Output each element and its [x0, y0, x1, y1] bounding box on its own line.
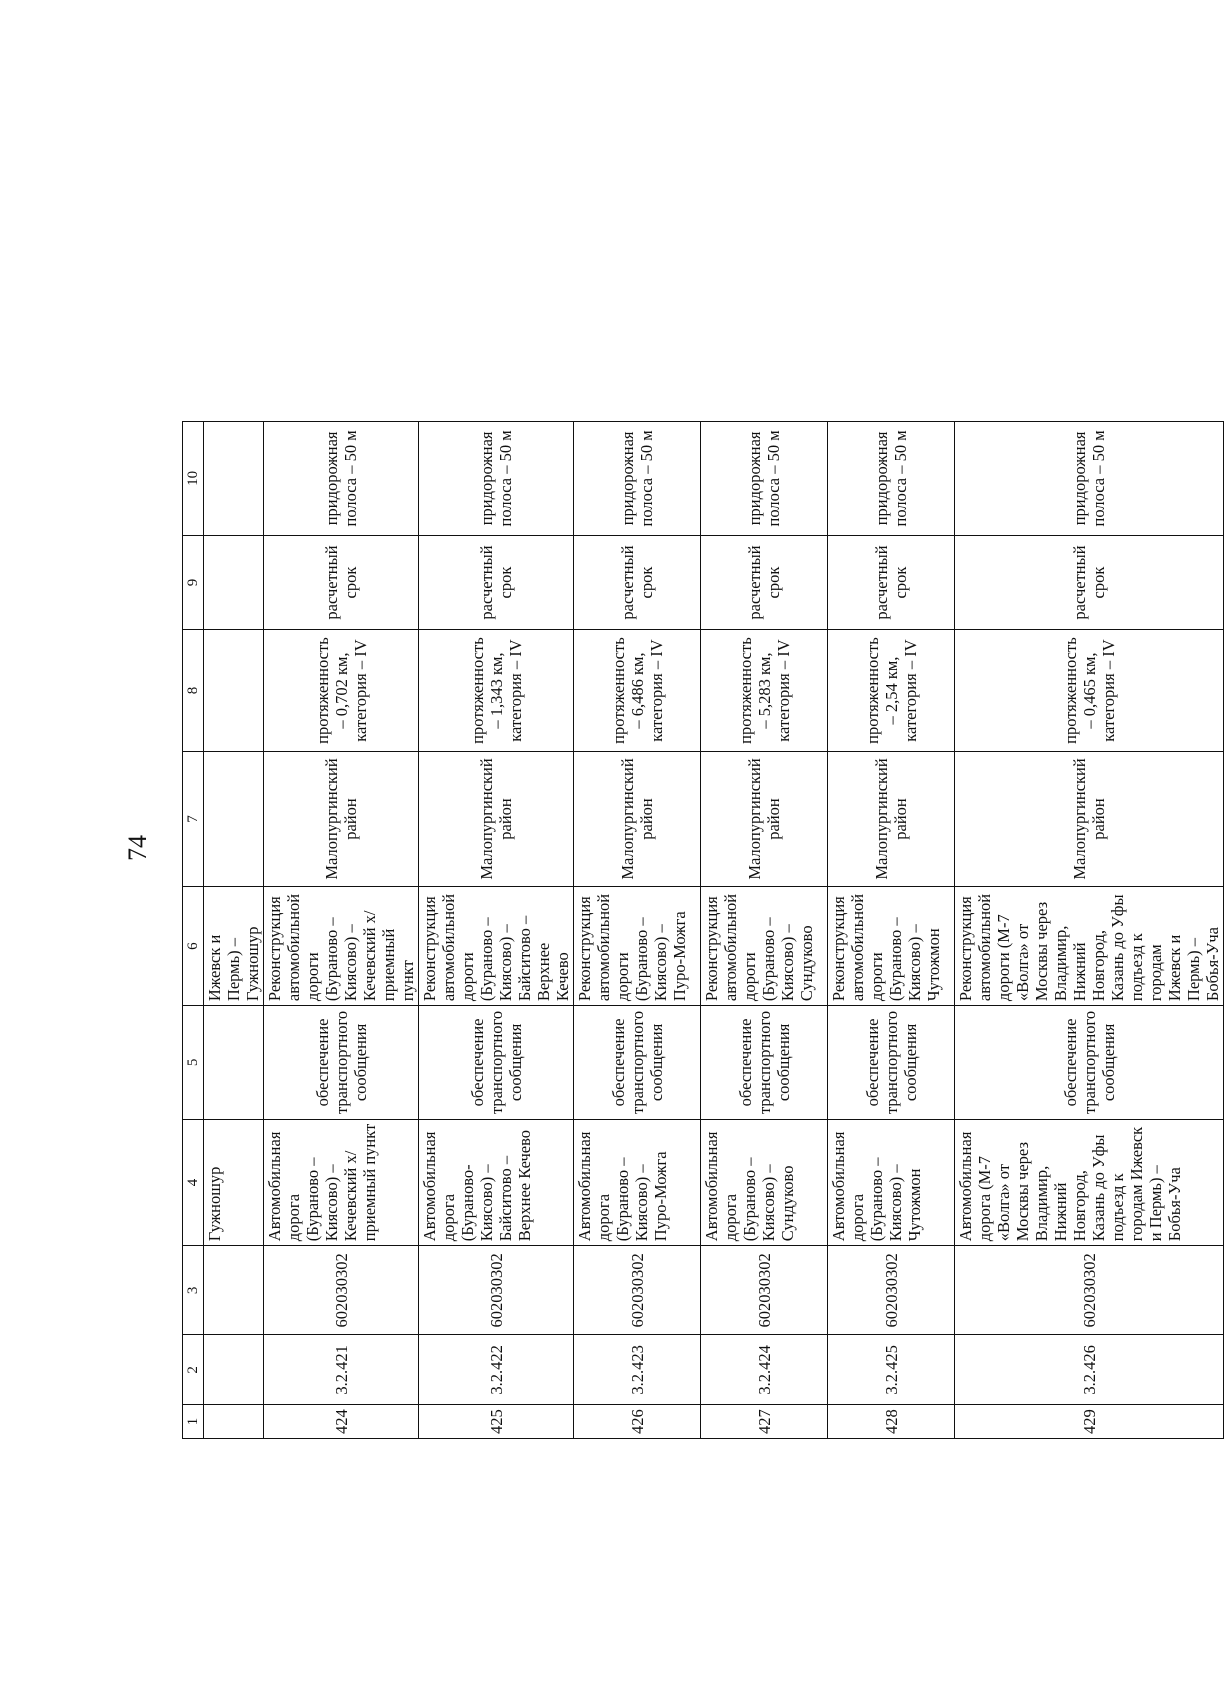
- object-code: 3.2.422: [419, 1335, 574, 1405]
- object-purpose: обеспечение транспортного сообщения: [828, 1006, 955, 1120]
- object-code: 3.2.421: [264, 1335, 419, 1405]
- objects-table: [182, 421, 1224, 1439]
- district: Малопургинский район: [574, 751, 701, 886]
- col-header-10: 10: [183, 422, 204, 536]
- planned-action: Реконструкция автомобильной дороги (Бураново – Киясово) – Байситово – Верхнее Кечево: [419, 887, 574, 1006]
- table-row: [264, 422, 419, 1439]
- oktmo-code: 602030302: [419, 1246, 574, 1335]
- continuation-row: [204, 422, 264, 1439]
- planned-action: Реконструкция автомобильной дороги (Бураново – Киясово) – Кечевский х/приемный пункт: [264, 887, 419, 1006]
- table-body: [183, 422, 1224, 1439]
- col-header-7: 7: [183, 751, 204, 886]
- continuation-name: Гужношур: [204, 1119, 264, 1245]
- object-name: Автомобильная дорога (Бураново-Киясово) – Байситово – Верхнее Кечево: [419, 1119, 574, 1245]
- object-purpose: обеспечение транспортного сообщения: [574, 1006, 701, 1120]
- implementation-term: расчетный срок: [955, 535, 1224, 630]
- planned-action: Реконструкция автомобильной дороги (Бураново – Киясово) – Пуро-Можга: [574, 887, 701, 1006]
- rotated-table-wrapper: [182, 421, 1224, 1439]
- oktmo-code: 602030302: [574, 1246, 701, 1335]
- cell-empty: [204, 422, 264, 536]
- object-name: Автомобильная дорога (Бураново – Киясово) – Сундуково: [701, 1119, 828, 1245]
- page-number: 74: [123, 835, 152, 861]
- object-parameters: протяженность – 2,54 км, категория – IV: [828, 630, 955, 752]
- table-row: [955, 422, 1224, 1439]
- implementation-term: расчетный срок: [419, 535, 574, 630]
- col-header-1: 1: [183, 1405, 204, 1439]
- planned-action: Реконструкция автомобильной дороги (М-7 «Волга» от Москвы через Владимир, Нижний Новгород, Казань до Уфы подъезд к городам Ижевск и Пермь) – Бобья-Уча: [955, 887, 1224, 1006]
- object-name: Автомобильная дорога (Бураново – Киясово) – Пуро-Можга: [574, 1119, 701, 1245]
- cell-empty: [204, 1006, 264, 1120]
- protection-zone: придорожная полоса – 50 м: [828, 422, 955, 536]
- cell-empty: [204, 751, 264, 886]
- table-row: [574, 422, 701, 1439]
- cell-empty: [204, 1405, 264, 1439]
- object-code: 3.2.425: [828, 1335, 955, 1405]
- cell-empty: [204, 535, 264, 630]
- object-name: Автомобильная дорога (Бураново – Киясово) – Кечевский х/приемный пункт: [264, 1119, 419, 1245]
- object-purpose: обеспечение транспортного сообщения: [955, 1006, 1224, 1120]
- protection-zone: придорожная полоса – 50 м: [264, 422, 419, 536]
- col-header-4: 4: [183, 1119, 204, 1245]
- protection-zone: придорожная полоса – 50 м: [955, 422, 1224, 536]
- row-number: 424: [264, 1405, 419, 1439]
- object-parameters: протяженность – 1,343 км, категория – IV: [419, 630, 574, 752]
- oktmo-code: 602030302: [701, 1246, 828, 1335]
- col-header-5: 5: [183, 1006, 204, 1120]
- col-header-6: 6: [183, 887, 204, 1006]
- protection-zone: придорожная полоса – 50 м: [419, 422, 574, 536]
- district: Малопургинский район: [955, 751, 1224, 886]
- object-name: Автомобильная дорога (Бураново – Киясово) – Чутожмон: [828, 1119, 955, 1245]
- cell-empty: [204, 1335, 264, 1405]
- object-parameters: протяженность – 6,486 км, категория – IV: [574, 630, 701, 752]
- oktmo-code: 602030302: [264, 1246, 419, 1335]
- column-number-header: [183, 422, 204, 1439]
- oktmo-code: 602030302: [828, 1246, 955, 1335]
- object-code: 3.2.424: [701, 1335, 828, 1405]
- implementation-term: расчетный срок: [574, 535, 701, 630]
- row-number: 426: [574, 1405, 701, 1439]
- planned-action: Реконструкция автомобильной дороги (Бураново – Киясово) – Сундуково: [701, 887, 828, 1006]
- object-purpose: обеспечение транспортного сообщения: [419, 1006, 574, 1120]
- object-name: Автомобильная дорога (М-7 «Волга» от Москвы через Владимир, Нижний Новгород, Казань до Уфы подъезд к городам Ижевск и Пермь) – Бобья-Уча: [955, 1119, 1224, 1245]
- implementation-term: расчетный срок: [264, 535, 419, 630]
- continuation-action: Ижевск и Пермь) – Гужношур: [204, 887, 264, 1006]
- implementation-term: расчетный срок: [701, 535, 828, 630]
- col-header-8: 8: [183, 630, 204, 752]
- protection-zone: придорожная полоса – 50 м: [701, 422, 828, 536]
- object-purpose: обеспечение транспортного сообщения: [701, 1006, 828, 1120]
- row-number: 429: [955, 1405, 1224, 1439]
- district: Малопургинский район: [264, 751, 419, 886]
- object-parameters: протяженность – 0,465 км, категория – IV: [955, 630, 1224, 752]
- table-row: [701, 422, 828, 1439]
- oktmo-code: 602030302: [955, 1246, 1224, 1335]
- table-row: [419, 422, 574, 1439]
- implementation-term: расчетный срок: [828, 535, 955, 630]
- row-number: 427: [701, 1405, 828, 1439]
- row-number: 425: [419, 1405, 574, 1439]
- object-parameters: протяженность – 5,283 км, категория – IV: [701, 630, 828, 752]
- district: Малопургинский район: [419, 751, 574, 886]
- cell-empty: [204, 1246, 264, 1335]
- planned-action: Реконструкция автомобильной дороги (Бураново – Киясово) – Чутожмон: [828, 887, 955, 1006]
- col-header-2: 2: [183, 1335, 204, 1405]
- protection-zone: придорожная полоса – 50 м: [574, 422, 701, 536]
- district: Малопургинский район: [701, 751, 828, 886]
- object-code: 3.2.426: [955, 1335, 1224, 1405]
- row-number: 428: [828, 1405, 955, 1439]
- object-code: 3.2.423: [574, 1335, 701, 1405]
- object-purpose: обеспечение транспортного сообщения: [264, 1006, 419, 1120]
- object-parameters: протяженность – 0,702 км, категория – IV: [264, 630, 419, 752]
- col-header-3: 3: [183, 1246, 204, 1335]
- district: Малопургинский район: [828, 751, 955, 886]
- table-row: [828, 422, 955, 1439]
- col-header-9: 9: [183, 535, 204, 630]
- cell-empty: [204, 630, 264, 752]
